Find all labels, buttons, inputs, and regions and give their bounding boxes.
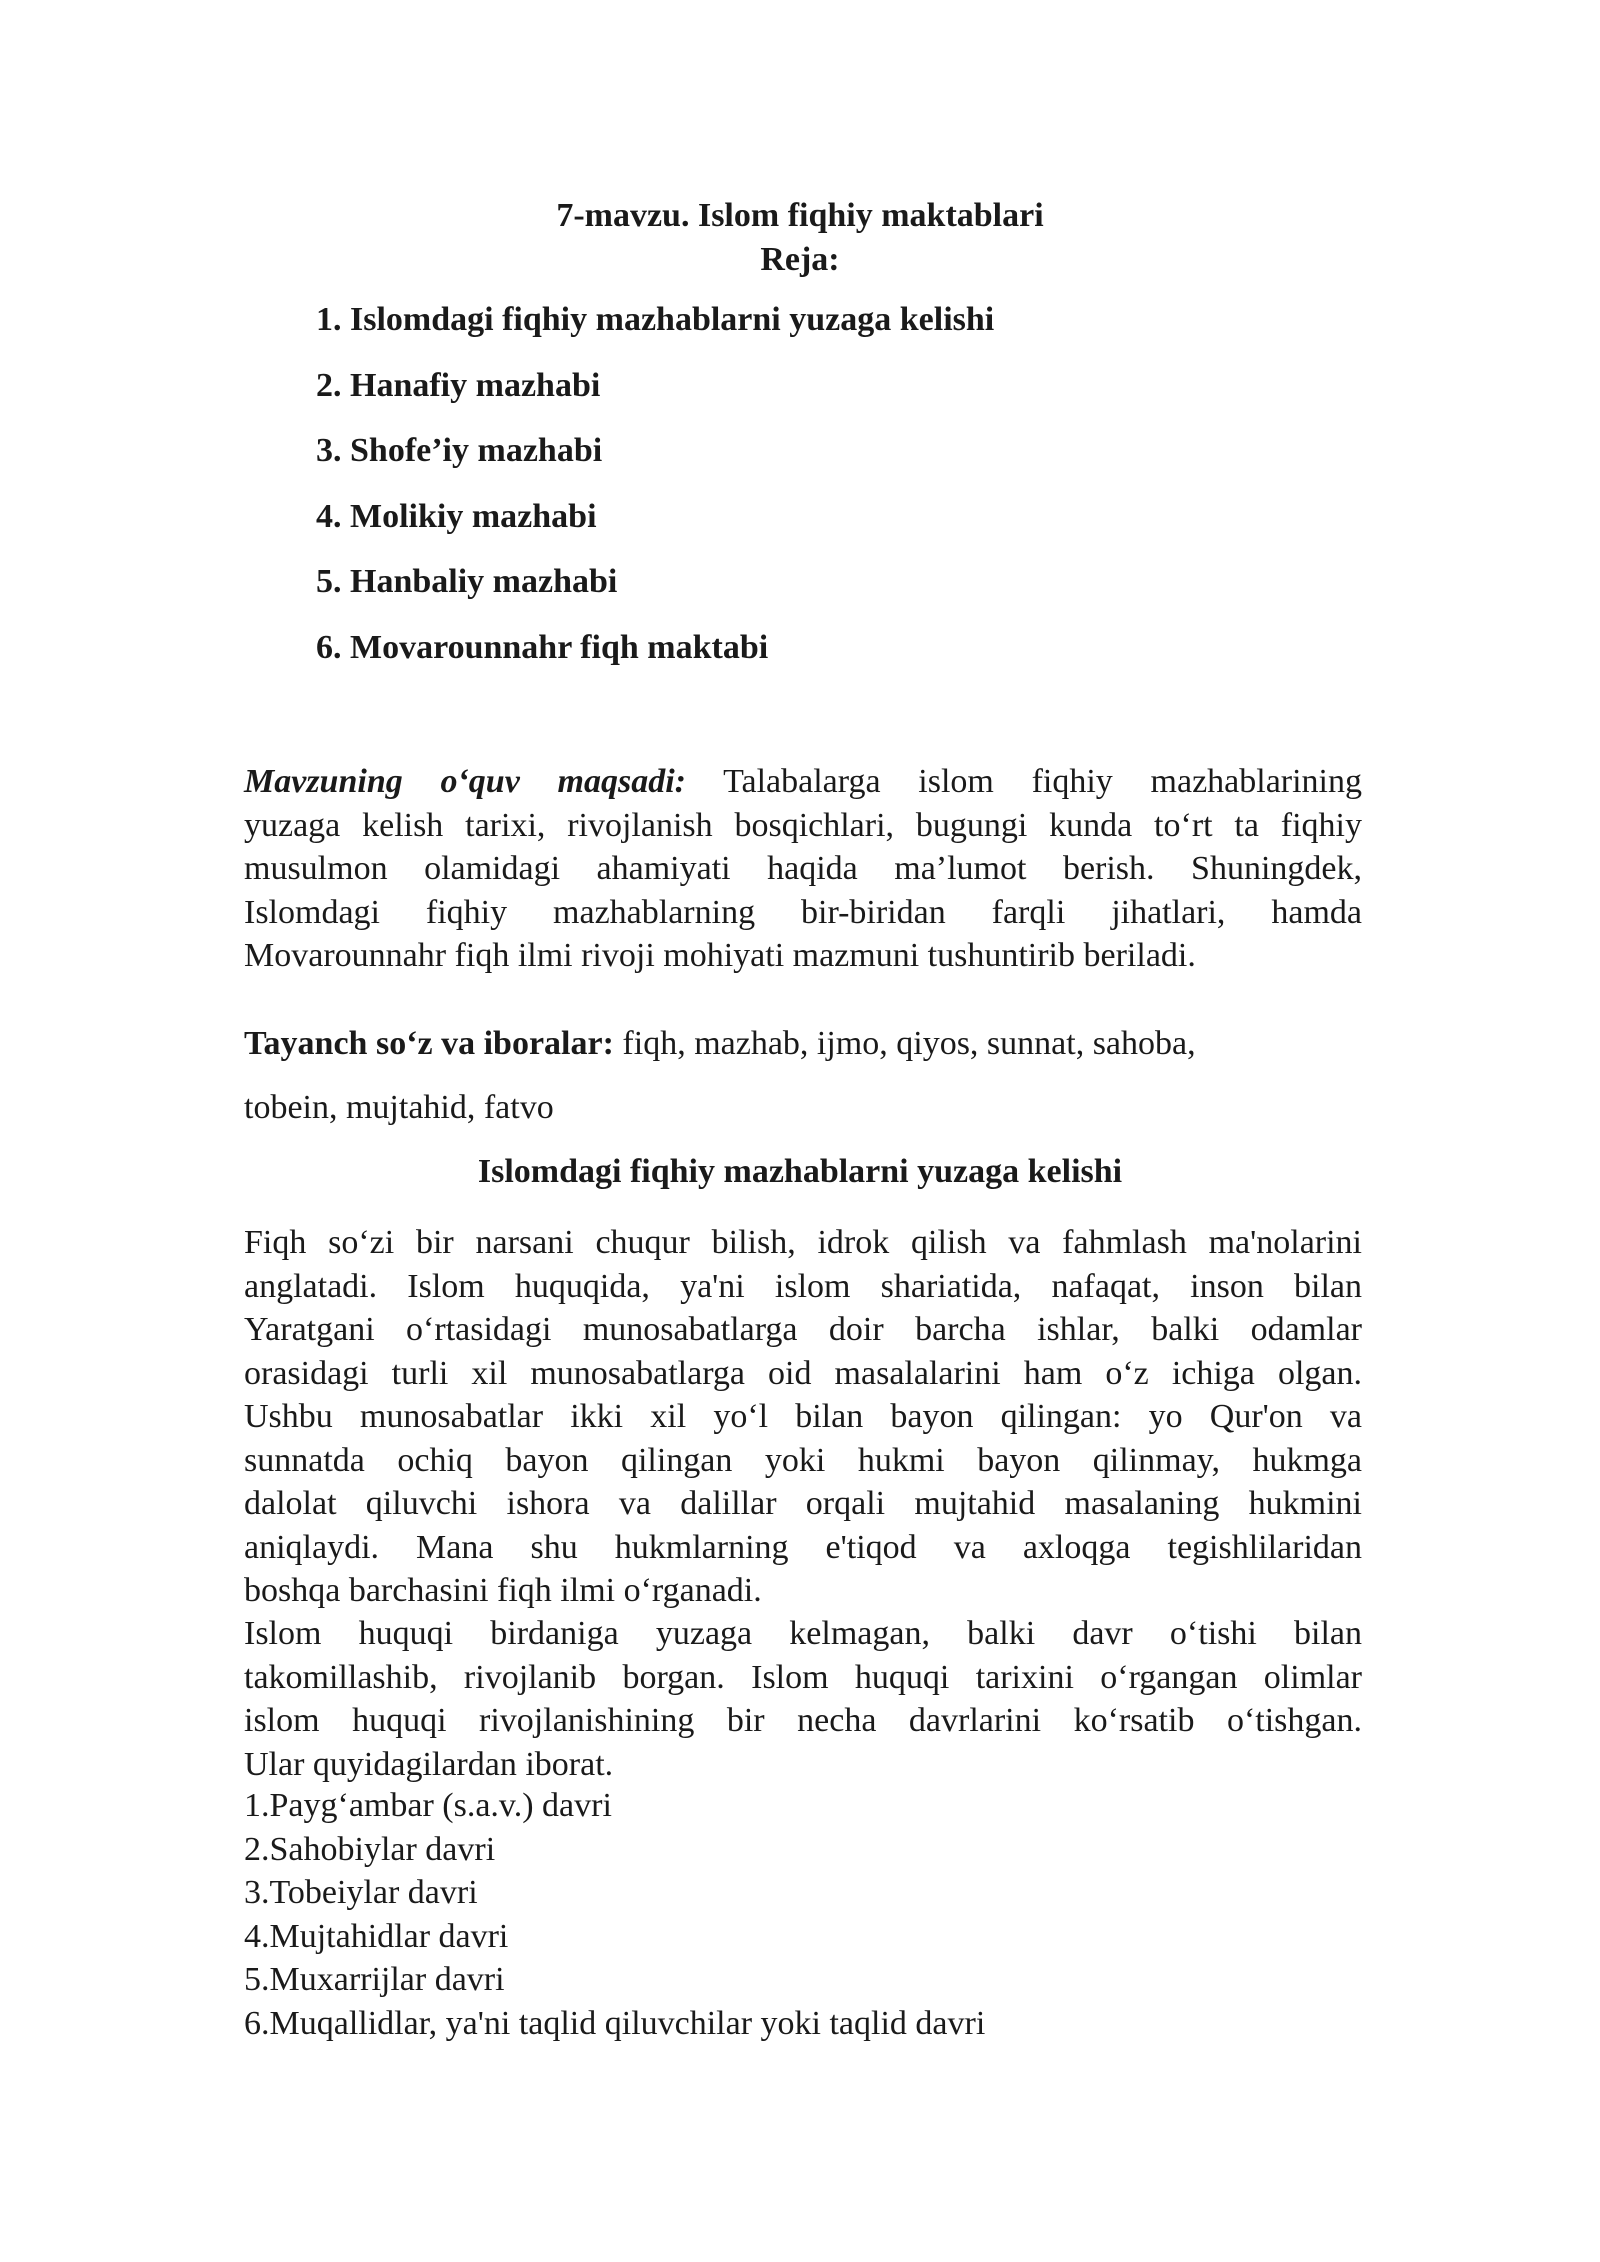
- keywords-label: Tayanch so‘z va iboralar:: [244, 1025, 614, 1062]
- goal-label: Mavzuning o‘quv maqsadi:: [244, 763, 686, 800]
- period-item: 3.Tobeiylar davri: [244, 1874, 478, 1911]
- period-item: 2.Sahobiylar davri: [244, 1830, 496, 1868]
- paragraph-line: anglatadi. Islom huquqida, ya'ni islom shariatida, nafaqat, inson bilan: [244, 1267, 1362, 1305]
- plan-item: 3. Shofe’iy mazhabi: [316, 432, 603, 469]
- plan-item: 1. Islomdagi fiqhiy mazhablarni yuzaga kelishi: [316, 301, 995, 338]
- paragraph-line: Ular quyidagilardan iborat.: [244, 1745, 614, 1783]
- paragraph-line: sunnatda ochiq bayon qilingan yoki hukmi bayon qilinmay, hukmga: [244, 1441, 1362, 1479]
- paragraph-line: boshqa barchasini fiqh ilmi o‘rganadi.: [244, 1572, 762, 1609]
- periods-list: [244, 1786, 985, 2047]
- period-item: 6.Muqallidlar, ya'ni taqlid qiluvchilar yoki taqlid davri: [244, 2004, 986, 2042]
- page-title: 7-mavzu. Islom fiqhiy maktablari: [556, 197, 1044, 234]
- paragraph-line: islom huquqi rivojlanishining bir necha davrlarini ko‘rsatib o‘tishgan.: [244, 1702, 1362, 1739]
- goal-line: [244, 760, 1362, 804]
- paragraph-line: Fiqh so‘zi bir narsani chuqur bilish, idrok qilish va fahmlash ma'nolarini: [244, 1224, 1362, 1261]
- body-paragraph: [244, 1221, 1362, 1613]
- period-item: 4.Mujtahidlar davri: [244, 1917, 509, 1955]
- goal-line: Movarounnahr fiqh ilmi rivoji mohiyati mazmuni tushuntirib beriladi.: [244, 937, 1196, 974]
- goal-line: Islomdagi fiqhiy mazhablarning bir-biridan farqli jihatlari, hamda: [244, 893, 1362, 931]
- plan-item: 2. Hanafiy mazhabi: [316, 366, 601, 404]
- body-paragraph: [244, 1612, 1362, 1786]
- plan-item: 4. Molikiy mazhabi: [316, 497, 597, 535]
- learning-goal-paragraph: [244, 760, 1362, 978]
- goal-text: Talabalarga islom fiqhiy mazhablarining: [685, 763, 1362, 800]
- goal-line: yuzaga kelish tarixi, rivojlanish bosqichlari, bugungi kunda to‘rt ta fiqhiy: [244, 806, 1362, 844]
- paragraph-line: Ushbu munosabatlar ikki xil yo‘l bilan bayon qilingan: yo Qur'on va: [244, 1398, 1362, 1435]
- plan-heading: Reja:: [760, 241, 840, 278]
- paragraph-line: orasidagi turli xil munosabatlarga oid masalalarini ham o‘z ichiga olgan.: [244, 1354, 1362, 1392]
- paragraph-line: takomillashib, rivojlanib borgan. Islom huquqi tarixini o‘rgangan olimlar: [244, 1658, 1362, 1696]
- keywords-line-continued: tobein, mujtahid, fatvo: [244, 1089, 554, 1126]
- paragraph-line: Yaratgani o‘rtasidagi munosabatlarga doir barcha ishlar, balki odamlar: [244, 1311, 1362, 1348]
- keywords-text: fiqh, mazhab, ijmo, qiyos, sunnat, sahoba,: [613, 1025, 1196, 1062]
- paragraph-line: Islom huquqi birdaniga yuzaga kelmagan, balki davr o‘tishi bilan: [244, 1615, 1362, 1652]
- section-heading: Islomdagi fiqhiy mazhablarni yuzaga kelishi: [477, 1153, 1123, 1190]
- period-item: 5.Muxarrijlar davri: [244, 1961, 505, 1998]
- goal-line: musulmon olamidagi ahamiyati haqida ma’lumot berish. Shuningdek,: [244, 850, 1362, 887]
- keywords-line: [244, 1024, 1362, 1064]
- period-item: 1.Payg‘ambar (s.a.v.) davri: [244, 1787, 612, 1824]
- plan-item: 5. Hanbaliy mazhabi: [316, 563, 618, 600]
- plan-item: 6. Movarounnahr fiqh maktabi: [316, 628, 769, 666]
- plan-list: [316, 300, 994, 693]
- paragraph-line: aniqlaydi. Mana shu hukmlarning e'tiqod va axloqga tegishlilaridan: [244, 1528, 1362, 1566]
- paragraph-line: dalolat qiluvchi ishora va dalillar orqali mujtahid masalaning hukmini: [244, 1485, 1362, 1522]
